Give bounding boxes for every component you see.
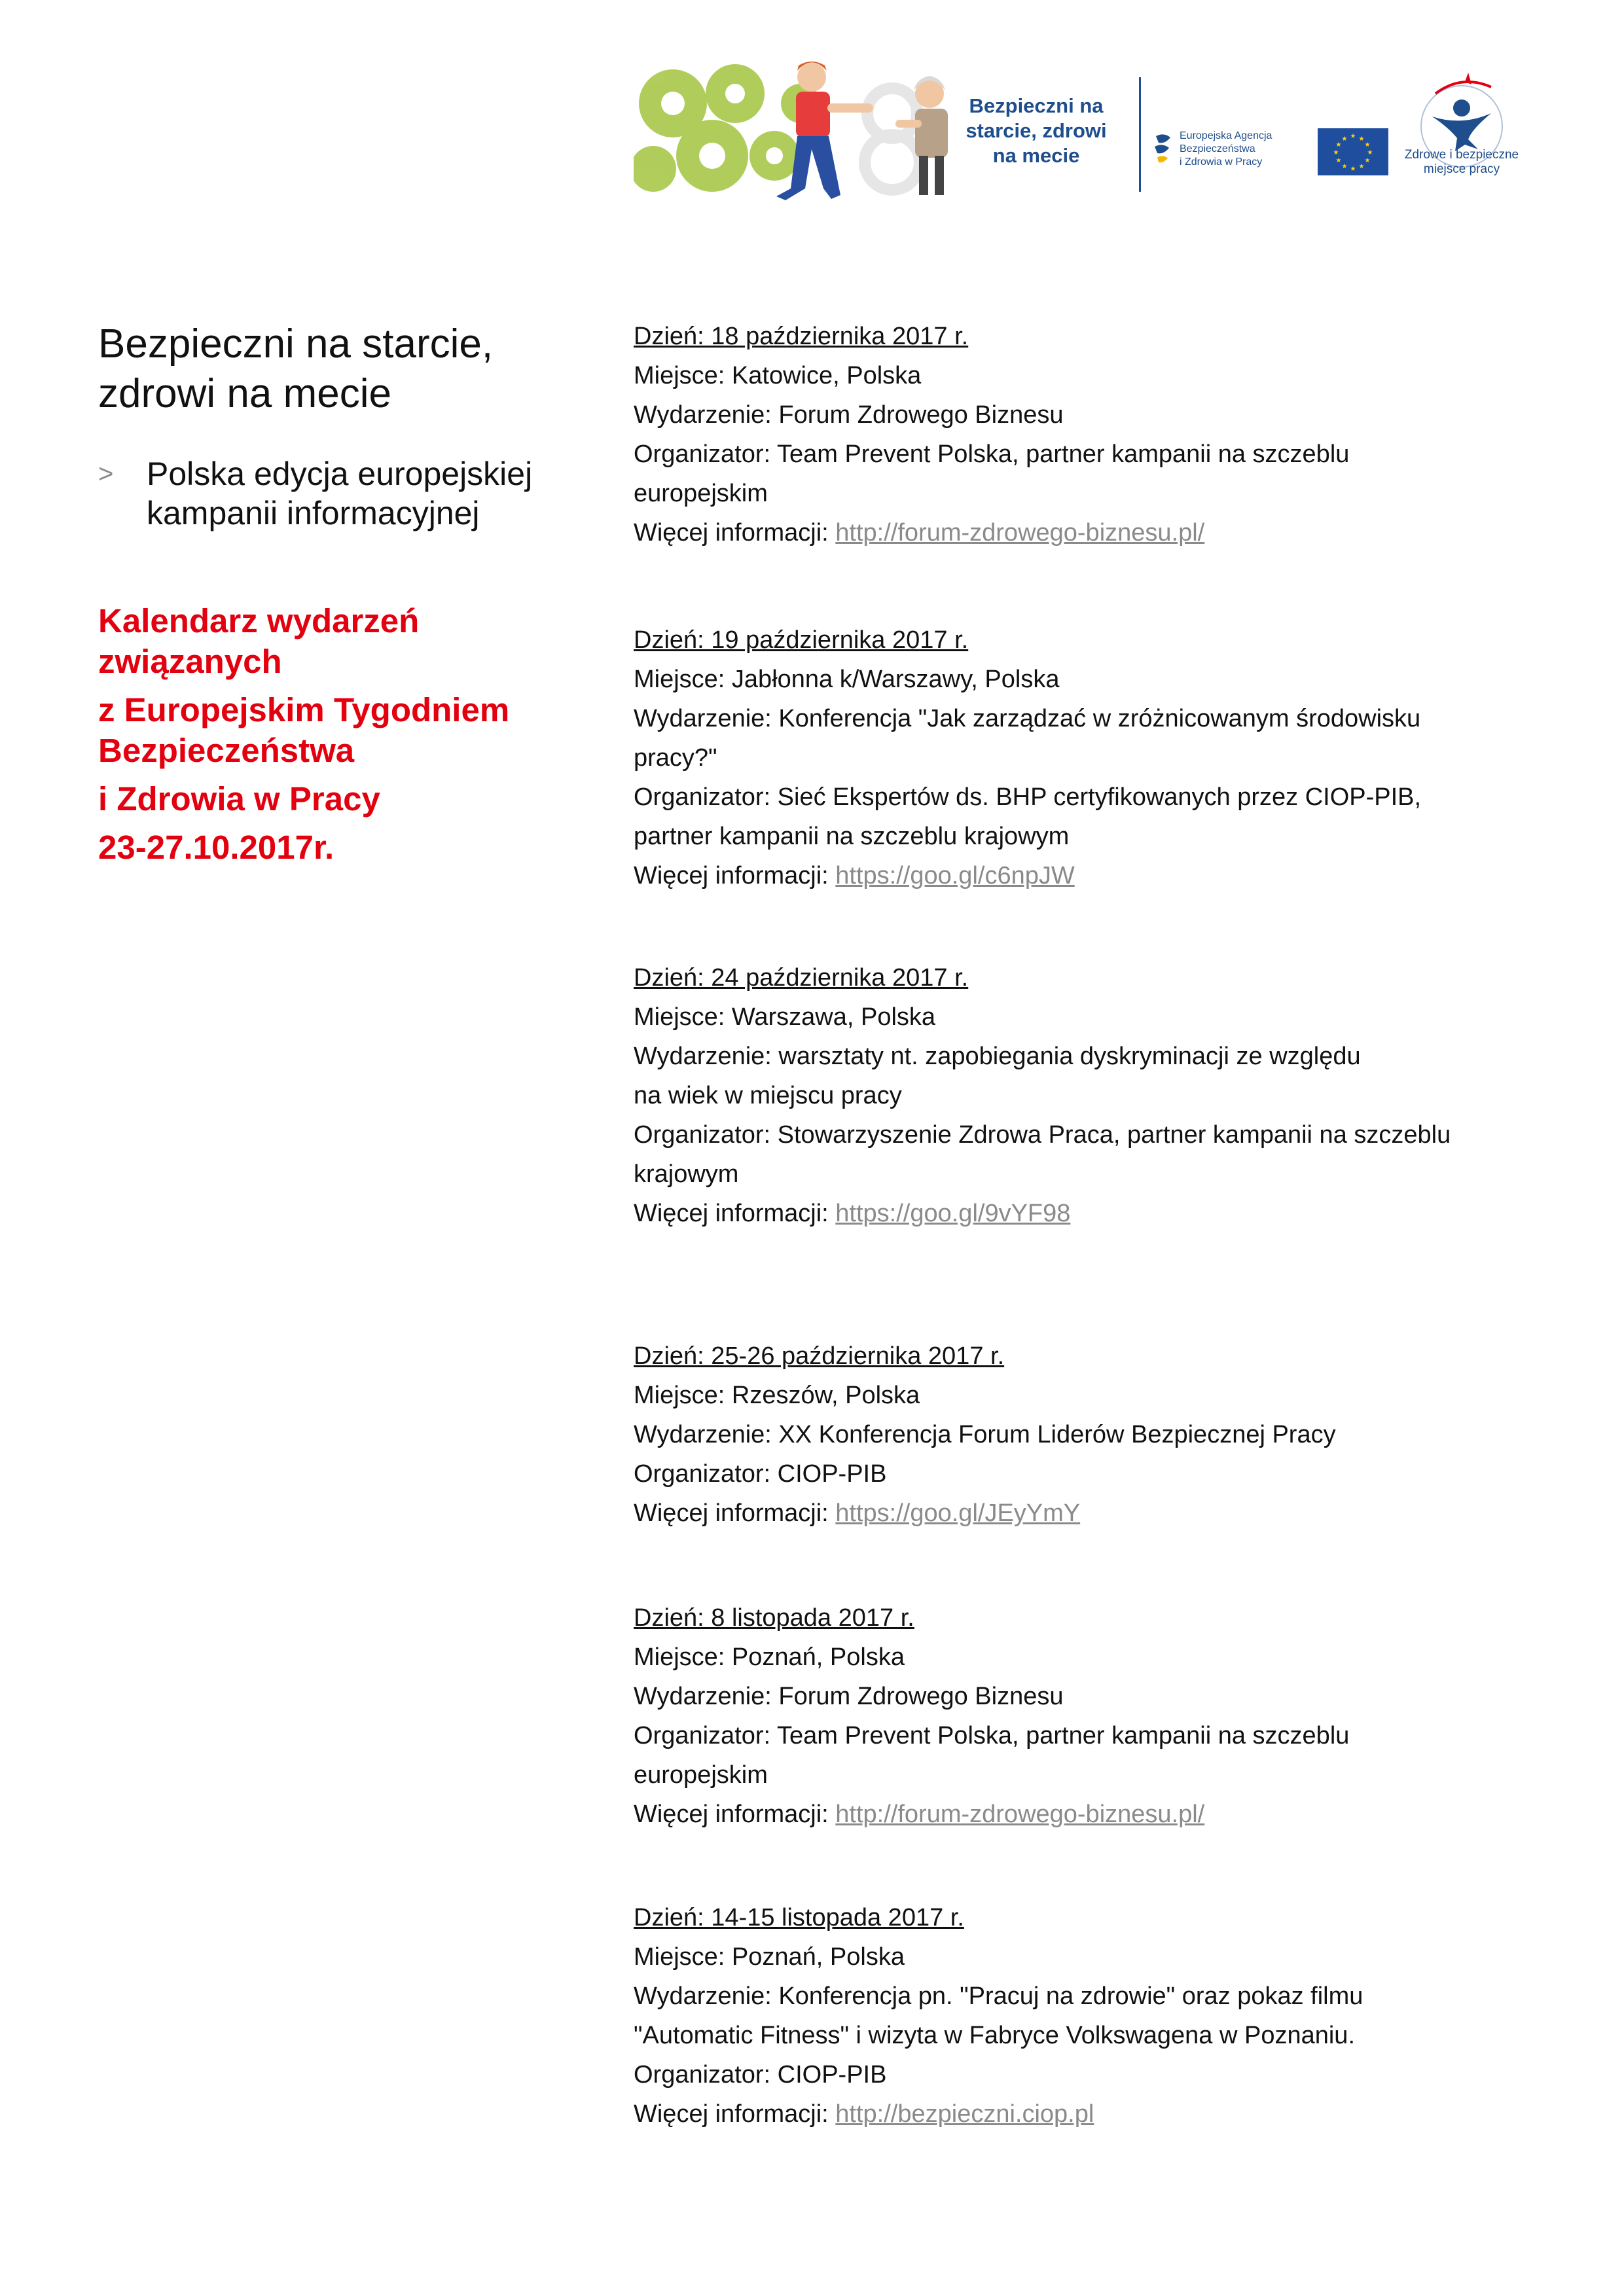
event-more-info [634,856,1421,895]
campaign-logo-line: Bezpieczni na [969,94,1104,117]
healthy-workplaces-text [1403,148,1521,177]
eu-osha-name-line: Europejska Agencja [1180,130,1272,141]
event-name: pracy?" [634,744,717,772]
event-date: Dzień: 24 października 2017 r. [634,964,969,992]
event-place: Miejsce: Rzeszów, Polska [634,1382,920,1409]
more-info-label: Więcej informacji: [634,2100,836,2128]
svg-text:★: ★ [1341,163,1348,170]
event-more-info [634,1194,1451,1233]
svg-text:★: ★ [1367,149,1373,156]
campaign-logo-line: starcie, zdrowi [965,119,1107,142]
event-organizer: europejskim [634,480,768,507]
page-title-line: zdrowi na mecie [98,371,391,416]
svg-text:★: ★ [1350,133,1356,140]
event-more-info [634,513,1349,552]
svg-text:★: ★ [1358,163,1365,170]
event-place: Miejsce: Katowice, Polska [634,362,922,389]
event-name: Wydarzenie: Forum Zdrowego Biznesu [634,401,1064,429]
banner-divider [1139,77,1141,192]
eu-osha-name-line: Bezpieczeństwa [1180,143,1255,154]
event-place: Miejsce: Warszawa, Polska [634,1003,936,1031]
event-organizer: Organizator: Sieć Ekspertów ds. BHP certyfikowanych przez CIOP-PIB, [634,783,1422,811]
event-link[interactable]: http://bezpieczni.ciop.pl [835,2100,1094,2128]
event-link[interactable]: https://goo.gl/JEyYmY [835,1499,1081,1527]
campaign-logo-line: na mecie [992,144,1080,167]
more-info-label: Więcej informacji: [634,862,836,889]
event-name: Wydarzenie: Forum Zdrowego Biznesu [634,1683,1064,1710]
event-place: Miejsce: Poznań, Polska [634,1943,905,1971]
event-name: na wiek w miejscu pracy [634,1082,902,1109]
event-organizer: Organizator: CIOP-PIB [634,1460,887,1488]
event-entry [634,317,1349,552]
event-link[interactable]: https://goo.gl/c6npJW [835,862,1075,889]
event-name: "Automatic Fitness" i wizyta w Fabryce Volkswagena w Poznaniu. [634,2022,1355,2049]
event-name: Wydarzenie: warsztaty nt. zapobiegania dyskryminacji ze względu [634,1043,1361,1070]
event-organizer: europejskim [634,1761,768,1789]
calendar-heading-line: Bezpieczeństwa [98,732,355,769]
page-title-line: Bezpieczni na starcie, [98,321,494,367]
event-name: Wydarzenie: Konferencja pn. "Pracuj na zdrowie" oraz pokaz filmu [634,1982,1363,2010]
page-title [98,319,596,419]
gears-graphic [634,64,820,192]
event-entry [634,1598,1349,1834]
svg-text:★: ★ [1350,166,1356,173]
event-link[interactable]: https://goo.gl/9vYF98 [835,1200,1071,1227]
svg-text:★: ★ [1364,141,1371,149]
calendar-heading [98,601,609,868]
header-banner [634,58,1532,203]
svg-text:★: ★ [1335,141,1342,149]
event-link[interactable]: http://forum-zdrowego-biznesu.pl/ [835,1801,1205,1828]
event-entry [634,1898,1363,2134]
campaign-logo-text [958,94,1115,168]
svg-text:★: ★ [1333,149,1339,156]
event-date: Dzień: 25-26 października 2017 r. [634,1342,1005,1370]
subtitle-line: Polska edycja europejskiej [147,456,533,492]
event-name: Wydarzenie: Konferencja "Jak zarządzać w zróżnicowanym środowisku [634,705,1421,732]
eu-flag-icon [1318,128,1388,175]
healthy-workplaces-line: miejsce pracy [1423,162,1500,176]
healthy-workplaces-line: Zdrowe i bezpieczne [1404,148,1519,162]
event-place: Miejsce: Poznań, Polska [634,1643,905,1671]
event-name: Wydarzenie: XX Konferencja Forum Liderów Bezpiecznej Pracy [634,1421,1336,1448]
eu-osha-logo [1151,130,1295,182]
event-entry [634,620,1421,895]
event-organizer: partner kampanii na szczeblu krajowym [634,823,1070,850]
svg-text:★: ★ [1364,157,1371,164]
svg-text:★: ★ [1335,157,1342,164]
eu-osha-icon [1151,130,1176,169]
subtitle-line: kampanii informacyjnej [147,495,480,531]
eu-osha-name-line: i Zdrowia w Pracy [1180,156,1263,168]
event-place: Miejsce: Jabłonna k/Warszawy, Polska [634,666,1060,693]
more-info-label: Więcej informacji: [634,519,836,547]
svg-text:★: ★ [1358,135,1365,143]
event-more-info [634,1795,1349,1834]
event-date: Dzień: 19 października 2017 r. [634,626,969,654]
calendar-heading-line: Kalendarz wydarzeń [98,602,420,639]
event-organizer: Organizator: Team Prevent Polska, partner kampanii na szczeblu [634,1722,1350,1749]
event-entry [634,958,1451,1233]
more-info-label: Więcej informacji: [634,1801,836,1828]
subtitle [147,454,605,533]
chevron-right-icon: > [98,459,114,488]
more-info-label: Więcej informacji: [634,1499,836,1527]
event-organizer: krajowym [634,1160,739,1188]
svg-text:★: ★ [1341,135,1348,143]
calendar-heading-line: z Europejskim Tygodniem [98,691,510,728]
calendar-heading-line: i Zdrowia w Pracy [98,780,380,817]
event-more-info [634,1494,1336,1533]
calendar-heading-line: związanych [98,643,282,680]
number-eight-graphic [865,88,920,190]
event-date: Dzień: 18 października 2017 r. [634,323,969,350]
event-entry [634,1336,1336,1533]
event-date: Dzień: 8 listopada 2017 r. [634,1604,914,1632]
event-organizer: Organizator: Stowarzyszenie Zdrowa Praca, partner kampanii na szczeblu [634,1121,1451,1149]
young-worker-figure [776,62,873,200]
event-more-info [634,2094,1363,2134]
calendar-dates: 23-27.10.2017r. [98,829,334,866]
event-organizer: Organizator: Team Prevent Polska, partner kampanii na szczeblu [634,440,1350,468]
event-link[interactable]: http://forum-zdrowego-biznesu.pl/ [835,519,1205,547]
healthy-workplaces-icon [1406,67,1517,198]
event-organizer: Organizator: CIOP-PIB [634,2061,887,2089]
campaign-illustration [634,58,987,203]
more-info-label: Więcej informacji: [634,1200,836,1227]
event-date: Dzień: 14-15 listopada 2017 r. [634,1904,964,1931]
